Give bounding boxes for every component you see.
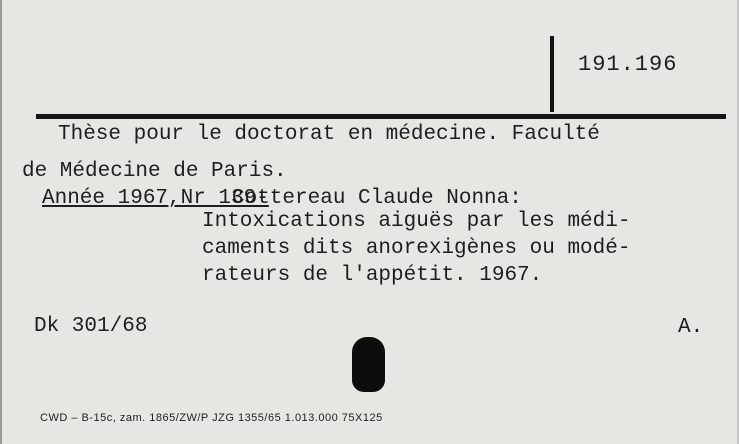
call-number: 191.196 xyxy=(578,52,678,77)
horizontal-divider xyxy=(36,114,726,119)
author-name: Cottereau Claude Nonna: xyxy=(232,187,522,210)
print-footer: CWD – B-15c, zam. 1865/ZW/P JZG 1355/65 1.013.000 75X125 xyxy=(40,412,383,424)
punch-hole xyxy=(352,337,385,392)
faculty-line: de Médecine de Paris. xyxy=(22,160,287,183)
cataloger-initial: A. xyxy=(678,316,704,339)
vertical-divider xyxy=(550,36,554,112)
title-line-1: Intoxications aiguës par les médi- xyxy=(202,210,631,233)
title-line-2: caments dits anorexigènes ou modé- xyxy=(202,237,631,260)
shelf-mark: Dk 301/68 xyxy=(34,315,148,338)
title-line-3: rateurs de l'appétit. 1967. xyxy=(202,264,543,287)
year-number: Année 1967,Nr 139- xyxy=(42,187,269,210)
thesis-line: Thèse pour le doctorat en médecine. Faculté xyxy=(58,123,600,146)
